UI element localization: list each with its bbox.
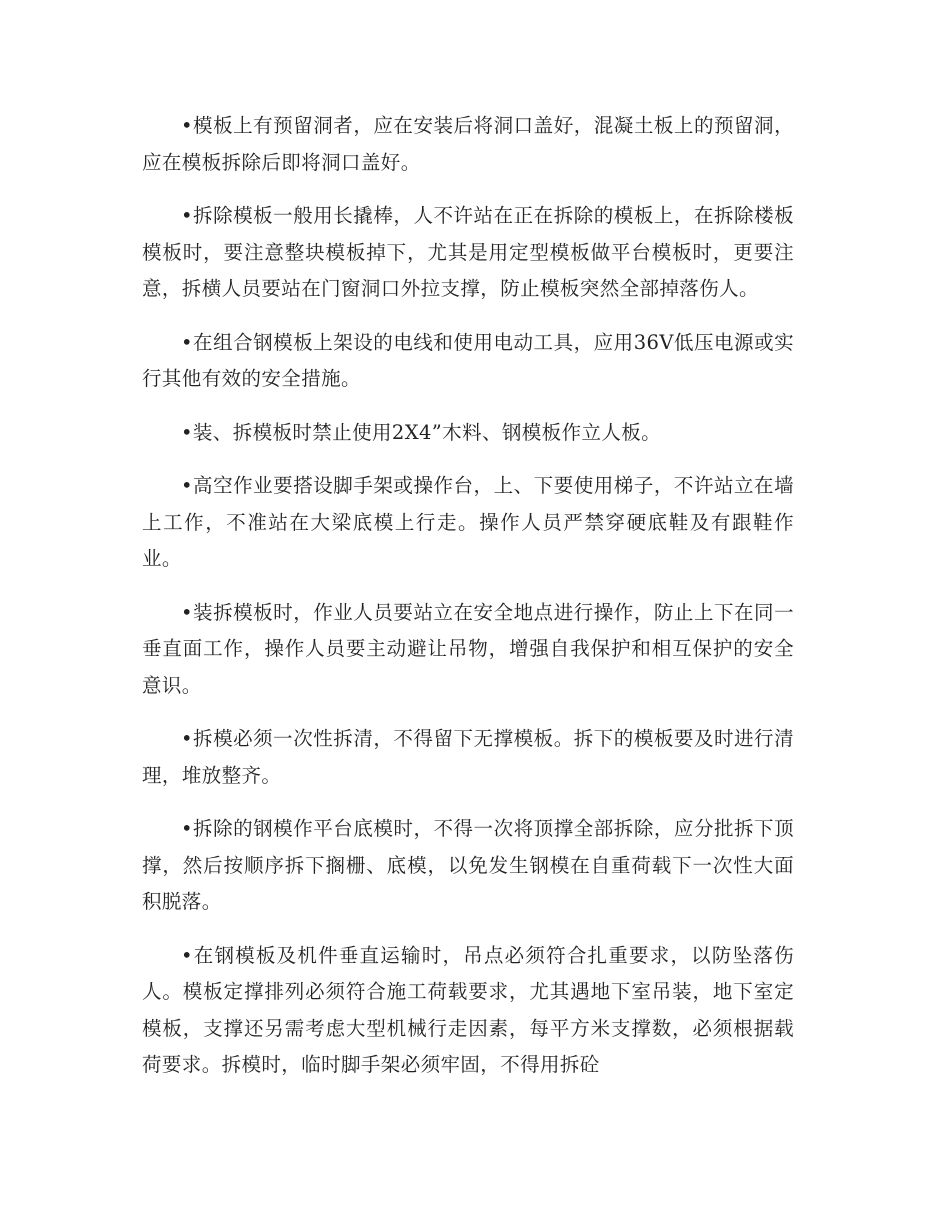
paragraph-3: •在组合钢模板上架设的电线和使用电动工具，应用36V低压电源或实行其他有效的安全措施。 [142, 330, 794, 390]
paragraph-8: •拆除的钢模作平台底模时，不得一次将顶撑全部拆除，应分批拆下顶撑，然后按顺序拆下搁栅、底模，以免发生钢模在自重荷载下一次性大面积脱落。 [142, 817, 794, 913]
paragraph-4: •装、拆模板时禁止使用2X4”木料、钢模板作立人板。 [181, 420, 662, 444]
document-body [142, 108, 794, 1084]
paragraph-2: •拆除模板一般用长撬棒，人不许站在正在拆除的模板上，在拆除楼板模板时，要注意整块模板掉下，尤其是用定型模板做平台模板时，更要注意，拆横人员要站在门窗洞口外拉支撑，防止模板突然全部掉落伤人。 [142, 204, 794, 300]
paragraph-6: •装拆模板时，作业人员要站立在安全地点进行操作，防止上下在同一垂直面工作，操作人员要主动避让吊物，增强自我保护和相互保护的安全意识。 [142, 600, 794, 697]
paragraph-7: •拆模必须一次性拆清，不得留下无撑模板。拆下的模板要及时进行清理，堆放整齐。 [142, 727, 794, 787]
paragraph-1: •模板上有预留洞者，应在安装后将洞口盖好，混凝土板上的预留洞，应在模板拆除后即将洞口盖好。 [142, 114, 794, 174]
paragraph-9: •在钢模板及机件垂直运输时，吊点必须符合扎重要求，以防坠落伤人。模板定撑排列必须符合施工荷载要求，尤其遇地下室吊装，地下室定模板，支撑还另需考虑大型机械行走因素，每平方米支撑数，必须根据载荷要求。拆模时，临时脚手架必须牢固，不得用拆砼 [142, 943, 794, 1076]
paragraph-5: •高空作业要搭设脚手架或操作台，上、下要使用梯子，不许站立在墙上工作，不准站在大梁底模上行走。操作人员严禁穿硬底鞋及有跟鞋作业。 [142, 474, 794, 570]
